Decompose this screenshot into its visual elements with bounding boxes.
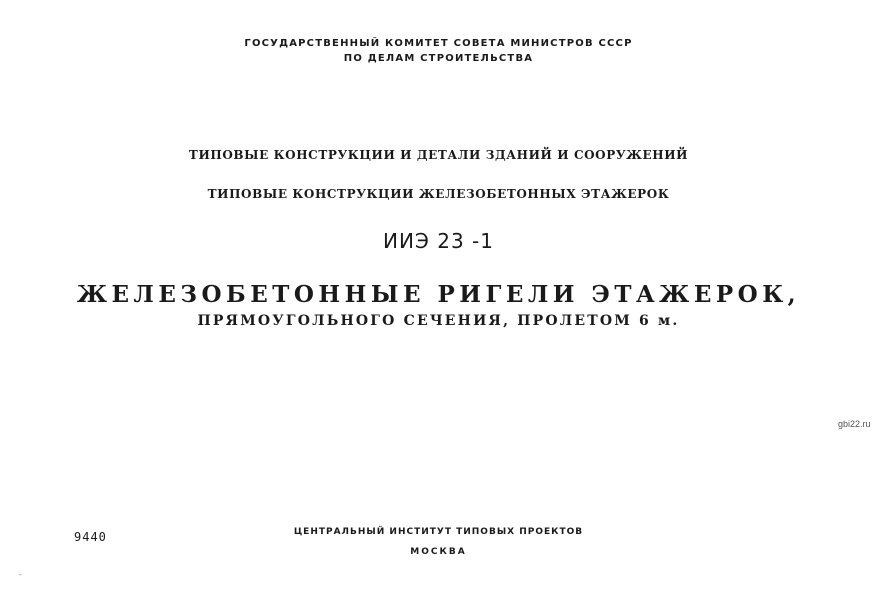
document-title: ЖЕЛЕЗОБЕТОННЫЕ РИГЕЛИ ЭТАЖЕРОК, (76, 281, 801, 308)
city-name: МОСКВА (410, 547, 467, 557)
institute-name: ЦЕНТРАЛЬНЫЙ ИНСТИТУТ ТИПОВЫХ ПРОЕКТОВ (293, 527, 584, 537)
document-subtitle: ПРЯМОУГОЛЬНОГО СЕЧЕНИЯ, ПРОЛЕТОМ 6 м. (197, 313, 680, 329)
series-title-1: ТИПОВЫЕ КОНСТРУКЦИИ И ДЕТАЛИ ЗДАНИЙ И СООРУЖЕНИЙ (188, 148, 689, 162)
series-title-2: ТИПОВЫЕ КОНСТРУКЦИИ ЖЕЛЕЗОБЕТОННЫХ ЭТАЖЕРОК (207, 187, 670, 201)
organization-line-1: ГОСУДАРСТВЕННЫЙ КОМИТЕТ СОВЕТА МИНИСТРОВ СССР (244, 38, 633, 49)
document-number: 9440 (74, 530, 107, 544)
watermark-text: gbi22.ru (838, 419, 871, 429)
document-code: ИИЭ 23 -1 (383, 229, 494, 253)
organization-line-2: ПО ДЕЛАМ СТРОИТЕЛЬСТВА (343, 53, 534, 64)
corner-mark: - (19, 570, 22, 579)
